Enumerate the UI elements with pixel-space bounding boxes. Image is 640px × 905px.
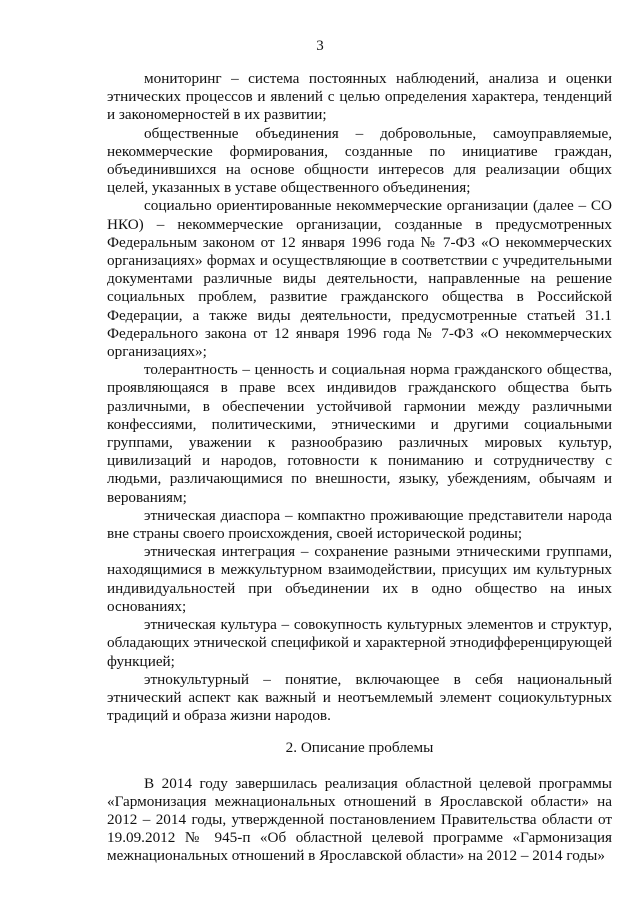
definition-public-associations: общественные объединения – добровольные, самоуправляемые, некоммерческие формирования, созданные по инициативе граждан, объединившихся на основе общности интересов для реализации общих целей, указанных в уставе общественного объединения; [107, 124, 612, 197]
definition-tolerance: толерантность – ценность и социальная норма гражданского общества, проявляющаяся в праве всех индивидов гражданского общества быть различными, в обеспечении устойчивой гармонии между различными конфессиями, политическими, этническими и другими социальными группами, уважении к разнообразию различных мировых культур, цивилизаций и народов, готовности к пониманию и сотрудничеству с людьми, различающимися по внешности, языку, убеждениям, обычаям и верованиям; [107, 361, 612, 506]
definition-ethnocultural: этнокультурный – понятие, включающее в себя национальный этнический аспект как важный и неотъемлемый элемент социокультурных традиций и образа жизни народов. [107, 670, 612, 725]
page-number: 3 [316, 38, 324, 54]
definition-ethnic-culture: этническая культура – совокупность культурных элементов и структур, обладающих этнической спецификой и характерной этнодифференцирующей функцией; [107, 616, 612, 670]
definition-socially-oriented-nko: социально ориентированные некоммерческие организации (далее – СО НКО) – некоммерческие организации, созданные в предусмотренных Федеральным законом от 12 января 1996 года № 7-ФЗ «О некоммерческих организациях» формах и осуществляющие в соответствии с учредительными документами различные виды деятельности, направленные на решение социальных проблем, развитие гражданского общества в Российской Федерации, а также виды деятельности, предусмотренные статьей 31.1 Федерального закона от 12 января 1996 года № 7-ФЗ «О некоммерческих организациях»; [107, 197, 612, 361]
document-body [107, 70, 612, 866]
definition-ethnic-diaspora: этническая диаспора – компактно проживающие представители народа вне страны своего происхождения, своей исторической родины; [107, 506, 612, 543]
section-heading: 2. Описание проблемы [285, 739, 434, 757]
section-paragraph: В 2014 году завершилась реализация областной целевой программы «Гармонизация межнациональных отношений в Ярославской области» на 2012 – 2014 годы, утвержденной постановлением Правительства области от 19.09.2012 № 945-п «Об областной целевой программе «Гармонизация межнациональных отношений в Ярославской области» на 2012 – 2014 годы» [107, 774, 612, 865]
definition-ethnic-integration: этническая интеграция – сохранение разными этническими группами, находящимися в межкультурном взаимодействии, присущих им культурных индивидуальностей при объединении их в одно общество на иных основаниях; [107, 543, 612, 615]
definition-monitoring: мониторинг – система постоянных наблюдений, анализа и оценки этнических процессов и явлений с целью определения характера, тенденций и закономерностей в их развитии; [107, 70, 612, 124]
